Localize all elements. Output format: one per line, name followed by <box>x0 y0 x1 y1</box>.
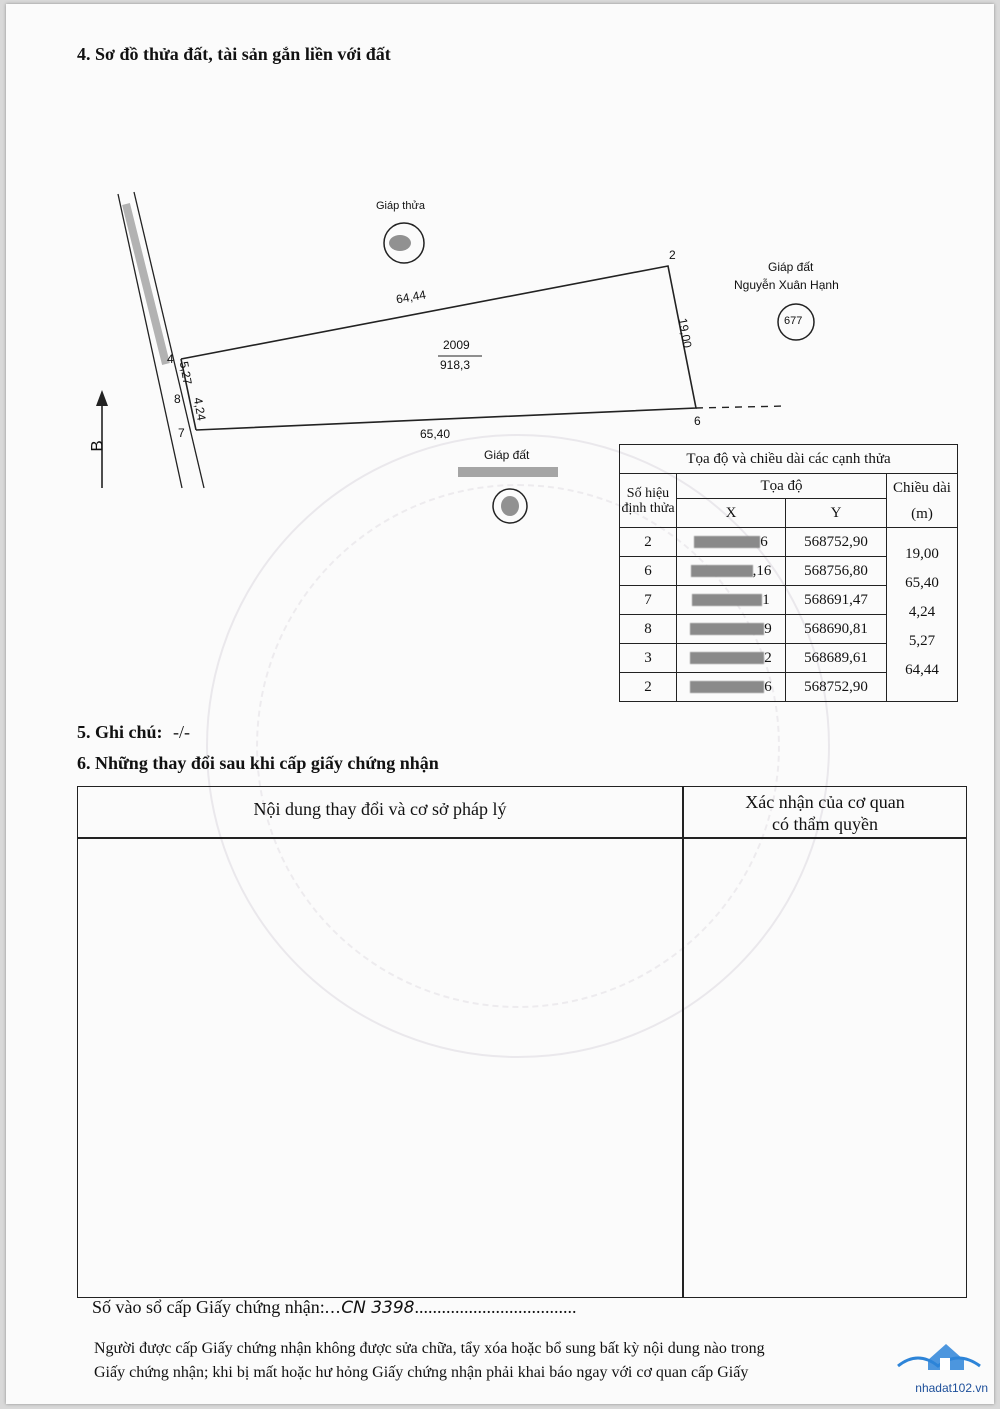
note-line-1: Người được cấp Giấy chứng nhận không được sửa chữa, tẩy xóa hoặc bổ sung bất kỳ nội dung nào trong <box>94 1340 765 1357</box>
row-point: 3 <box>620 644 677 673</box>
parcel-area: 918,3 <box>440 358 471 372</box>
neighbor-top-label: Giáp thửa <box>376 200 425 212</box>
changes-col-right-header <box>684 791 966 835</box>
col-x-header: X <box>677 499 786 528</box>
col-coords-header: Tọa độ <box>677 474 887 499</box>
row-x-tail: 6 <box>764 678 772 695</box>
changes-table <box>77 786 967 1298</box>
length-left-b: 4,24 <box>190 396 209 422</box>
site-watermark <box>888 1336 988 1396</box>
changes-col-left-header: Nội dung thay đổi và cơ sở pháp lý <box>253 799 507 819</box>
row-x-tail: 2 <box>764 649 772 666</box>
certificate-page <box>6 4 994 1404</box>
coordinates-table <box>619 444 958 702</box>
section-4-title: 4. Sơ đồ thửa đất, tài sản gắn liền với đất <box>77 44 391 64</box>
col-point-header: Số hiệu định thửa <box>620 474 677 528</box>
length-value: 65,40 <box>905 575 939 591</box>
point-8-label: 8 <box>174 392 181 406</box>
point-7-label: 7 <box>178 426 185 440</box>
neighbor-right-label: Giáp đất <box>768 260 814 274</box>
row-x <box>677 528 786 557</box>
row-y: 568752,90 <box>786 528 887 557</box>
length-bottom: 65,40 <box>420 427 451 441</box>
row-y: 568756,80 <box>786 557 887 586</box>
neighbor-right-name: Nguyễn Xuân Hạnh <box>734 278 839 292</box>
length-top: 64,44 <box>395 287 428 307</box>
site-name: nhadat102.vn <box>915 1381 988 1395</box>
cert-number-label: Số vào sổ cấp Giấy chứng nhận: <box>92 1297 325 1317</box>
row-x-tail: 9 <box>764 620 772 637</box>
changes-col-right-line1: Xác nhận của cơ quan <box>745 792 905 812</box>
row-point: 2 <box>620 528 677 557</box>
row-x-tail: ,16 <box>752 562 772 579</box>
col-y-header: Y <box>786 499 887 528</box>
house-logo-icon <box>888 1336 988 1376</box>
point-6-label: 6 <box>694 414 701 428</box>
section-5-value: -/- <box>173 722 191 742</box>
row-point: 6 <box>620 557 677 586</box>
length-value: 5,27 <box>908 633 936 649</box>
length-value: 19,00 <box>905 546 939 562</box>
north-label: B <box>87 440 107 452</box>
row-x-tail: 6 <box>760 533 768 550</box>
redacted-road-name <box>126 204 166 364</box>
row-y: 568691,47 <box>786 586 887 615</box>
length-value: 4,24 <box>908 604 936 620</box>
row-y: 568689,61 <box>786 644 887 673</box>
point-4-label: 4 <box>167 352 174 366</box>
section-5 <box>77 722 190 743</box>
changes-col-right-line2: có thẩm quyền <box>772 814 878 834</box>
lengths-cell <box>887 528 958 702</box>
cert-number-value: CN 3398 <box>341 1298 415 1318</box>
row-x <box>677 615 786 644</box>
col-length-header <box>887 474 958 528</box>
row-x <box>677 586 786 615</box>
col-length-label: Chiều dài <box>893 479 951 496</box>
row-x <box>677 644 786 673</box>
row-x-tail: 1 <box>762 591 770 608</box>
cert-number-line: Số vào sổ cấp Giấy chứng nhận:...CN 3398.................................... <box>92 1297 577 1318</box>
point-2-label: 2 <box>669 248 676 262</box>
row-x <box>677 673 786 702</box>
section-6-title: 6. Những thay đổi sau khi cấp giấy chứng nhận <box>77 753 439 773</box>
col-length-unit: (m) <box>911 505 933 522</box>
row-point: 8 <box>620 615 677 644</box>
length-right: 19,00 <box>675 316 695 350</box>
row-y: 568752,90 <box>786 673 887 702</box>
row-point: 2 <box>620 673 677 702</box>
neighbor-right-parcel: 677 <box>784 315 803 327</box>
section-5-label: 5. Ghi chú: <box>77 722 163 742</box>
row-point: 7 <box>620 586 677 615</box>
length-value: 64,44 <box>905 662 939 678</box>
row-y: 568690,81 <box>786 615 887 644</box>
row-x <box>677 557 786 586</box>
coords-table-title: Tọa độ và chiều dài các cạnh thửa <box>620 445 958 474</box>
neighbor-bottom-label: Giáp đất <box>484 448 530 462</box>
length-left-a: 5,27 <box>176 360 195 386</box>
parcel-number: 2009 <box>443 338 470 352</box>
note-line-2: Giấy chứng nhận; khi bị mất hoặc hư hỏng Giấy chứng nhận phải khai báo ngay với cơ quan cấp Giấy <box>94 1364 749 1381</box>
table-row <box>620 528 958 557</box>
